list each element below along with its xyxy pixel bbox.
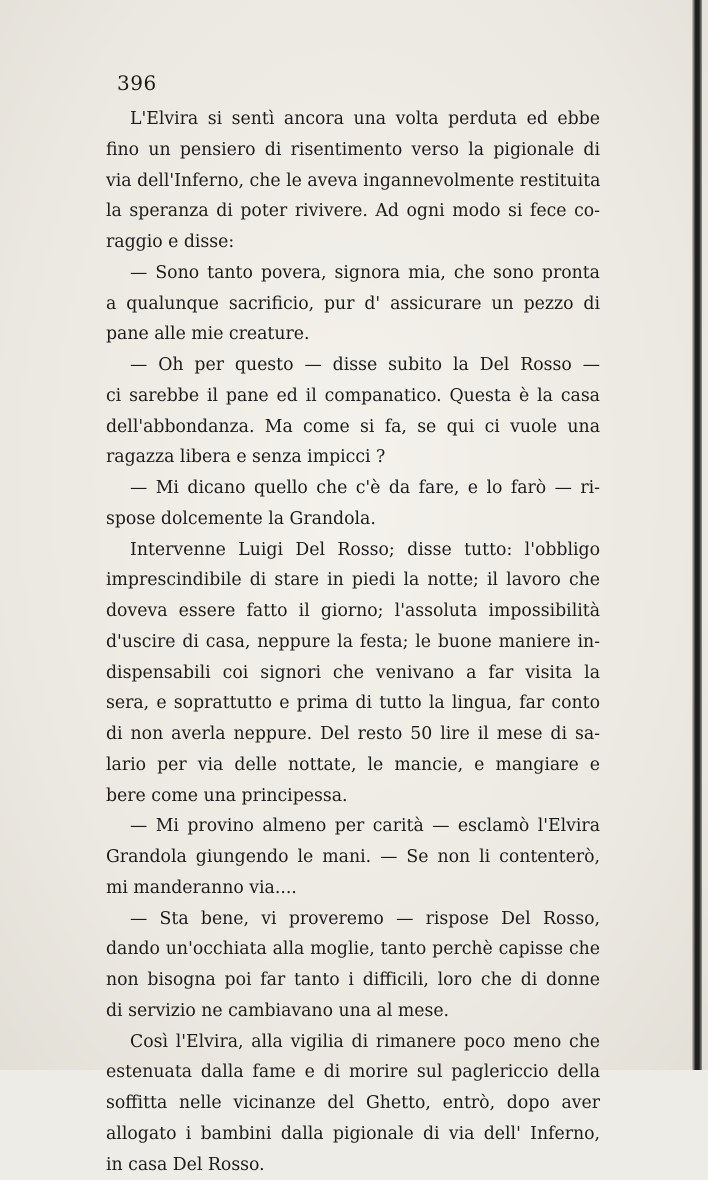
text-line: — Sta bene, vi proveremo — rispose Del Rosso, [106,904,600,935]
text-line: estenuata dalla fame e di morire sul paglericcio della [106,1057,600,1088]
text-line: — Sono tanto povera, signora mia, che sono pronta [106,258,600,289]
text-line: doveva essere fatto il giorno; l'assoluta impossibilità [106,596,600,627]
text-line: ragazza libera e senza impicci ? [106,442,600,473]
text-line: bere come una principessa. [106,781,600,812]
text-line: a qualunque sacrificio, pur d' assicurare un pezzo di [106,289,600,320]
text-line: di servizio ne cambiavano una al mese. [106,996,600,1027]
text-line: L'Elvira si sentì ancora una volta perduta ed ebbe [106,104,600,135]
text-line: dell'abbondanza. Ma come si fa, se qui ci vuole una [106,412,600,443]
text-line: via dell'Inferno, che le aveva ingannevolmente restituita [106,166,600,197]
text-line: spose dolcemente la Grandola. [106,504,600,535]
text-line: raggio e disse: [106,227,600,258]
text-line: lario per via delle nottate, le mancie, e mangiare e [106,750,600,781]
text-line: d'uscire di casa, neppure la festa; le buone maniere in- [106,627,600,658]
text-line: di non averla neppure. Del resto 50 lire il mese di sa- [106,719,600,750]
text-line: pane alle mie creature. [106,319,600,350]
text-line: mi manderanno via.... [106,873,600,904]
text-line: fino un pensiero di risentimento verso la pigionale di [106,135,600,166]
text-line: la speranza di poter rivivere. Ad ogni modo si fece co- [106,196,600,227]
text-line: soffitta nelle vicinanze del Ghetto, entrò, dopo aver [106,1088,600,1119]
text-line: Così l'Elvira, alla vigilia di rimanere poco meno che [106,1027,600,1058]
text-line: sera, e soprattutto e prima di tutto la lingua, far conto [106,688,600,719]
text-line: dando un'occhiata alla moglie, tanto perchè capisse che [106,934,600,965]
body-text [106,104,600,1180]
text-line: imprescindibile di stare in piedi la notte; il lavoro che [106,565,600,596]
text-line: Intervenne Luigi Del Rosso; disse tutto: l'obbligo [106,535,600,566]
text-line: non bisogna poi far tanto i difficili, loro che di donne [106,965,600,996]
text-line: — Oh per questo — disse subito la Del Rosso — [106,350,600,381]
text-line: allogato i bambini dalla pigionale di via dell' Inferno, [106,1119,600,1150]
text-line: — Mi provino almeno per carità — esclamò l'Elvira [106,811,600,842]
text-line: dispensabili coi signori che venivano a far visita la [106,658,600,689]
text-line: — Mi dicano quello che c'è da fare, e lo farò — ri- [106,473,600,504]
page-binding-edge [692,0,702,1070]
text-line: in casa Del Rosso. [106,1150,600,1180]
text-line: ci sarebbe il pane ed il companatico. Questa è la casa [106,381,600,412]
page-number: 396 [117,70,157,96]
text-line: Grandola giungendo le mani. — Se non li contenterò, [106,842,600,873]
